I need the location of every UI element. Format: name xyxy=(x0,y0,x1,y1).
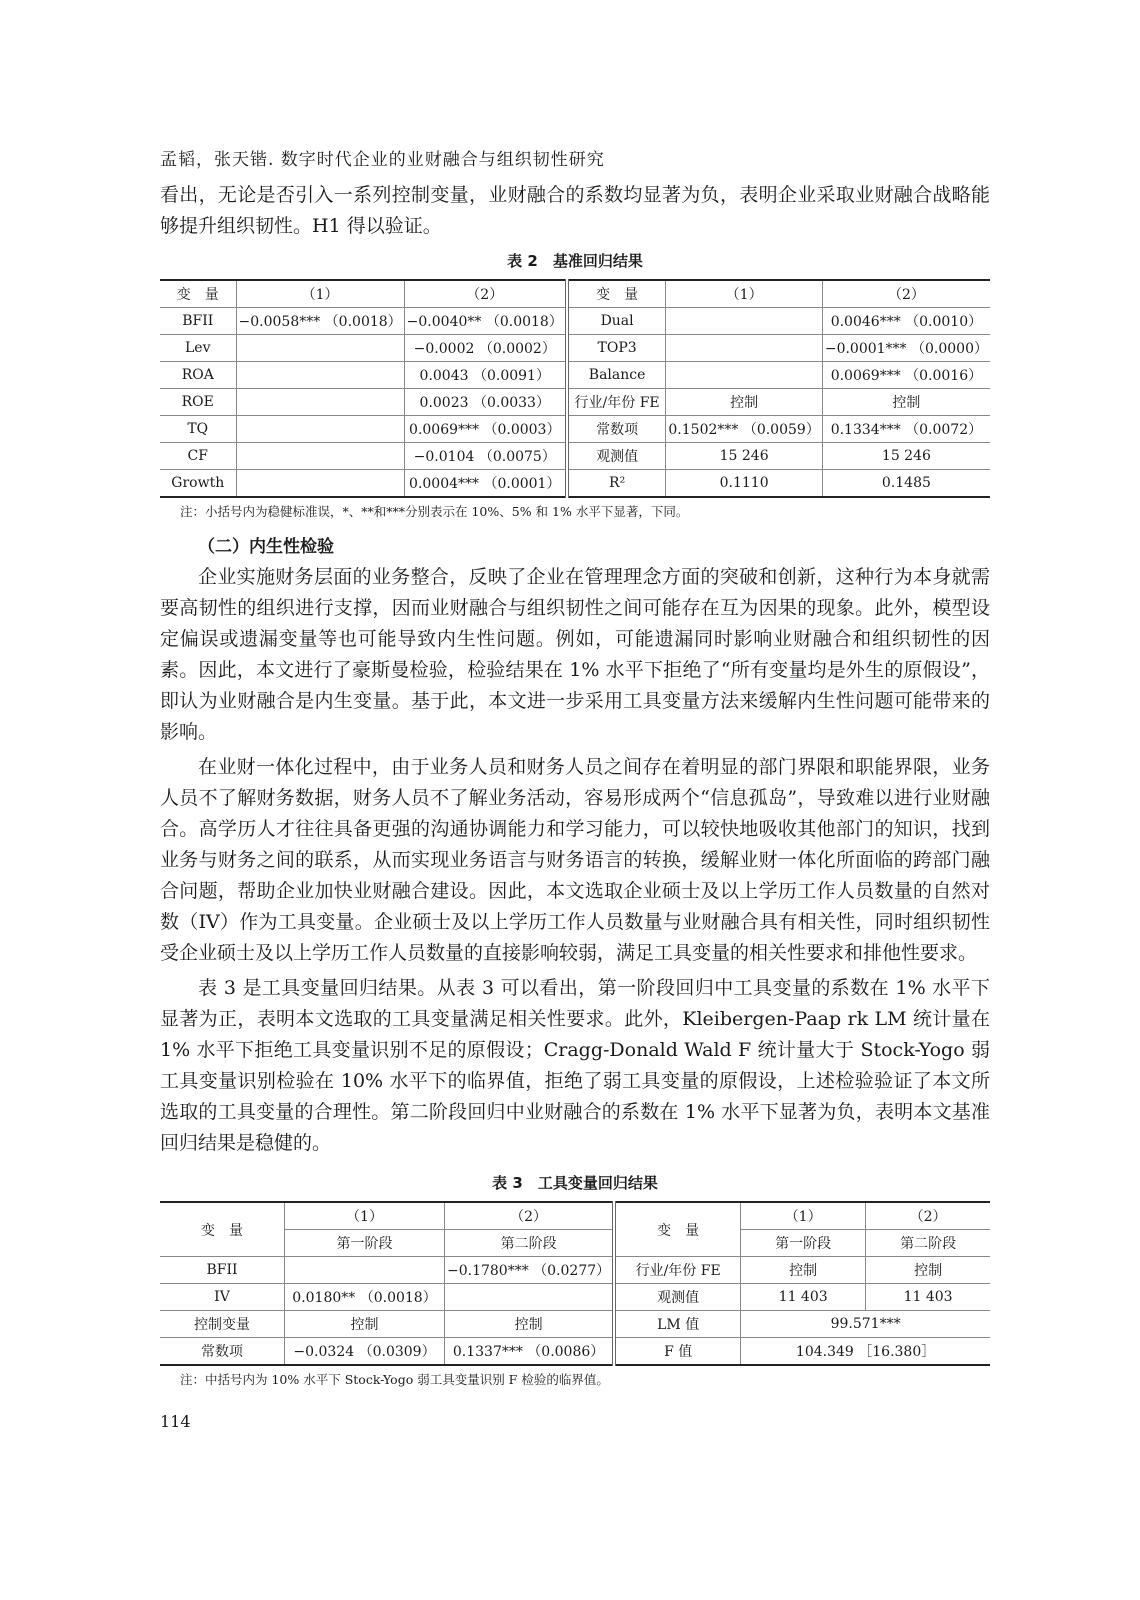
header-cell: （1） xyxy=(741,1202,866,1230)
table-cell: CF xyxy=(160,443,236,470)
header-cell: （1） xyxy=(236,280,404,308)
table-cell: 0.0023 （0.0033） xyxy=(404,389,567,416)
header-cell: 第一阶段 xyxy=(741,1230,866,1257)
table-cell xyxy=(236,362,404,389)
table-cell: −0.0104 （0.0075） xyxy=(404,443,567,470)
table-note: 注：小括号内为稳健标准误，*、**和***分别表示在 10%、5% 和 1% 水平下显著，下同。 xyxy=(180,504,689,519)
header-cell: 变 量 xyxy=(160,1202,285,1257)
header-cell: （2） xyxy=(404,280,567,308)
header-cell: 第二阶段 xyxy=(866,1230,990,1257)
table-cell xyxy=(236,470,404,498)
table-cell: 控制 xyxy=(666,389,822,416)
table-cell: LM 值 xyxy=(614,1311,741,1338)
paragraph: 企业实施财务层面的业务整合，反映了企业在管理理念方面的突破和创新，这种行为本身就需要高韧性的组织进行支撑，因而业财融合与组织韧性之间可能存在互为因果的现象。此外，模型设定偏误或遗漏变量等也可能导致内生性问题。例如，可能遗漏同时影响业财融合和组织韧性的因素。因此，本文进行了豪斯曼检验，检验结果在 1% 水平下拒绝了“所有变量均是外生的原假设”，即认为业财融合是内生变量。基于此，本文进一步采用工具变量方法来缓解内生性问题可能带来的影响。 xyxy=(160,566,990,743)
table-cell xyxy=(236,335,404,362)
table-cell: Balance xyxy=(567,362,666,389)
table-note: 注：中括号内为 10% 水平下 Stock-Yogo 弱工具变量识别 F 检验的临界值。 xyxy=(180,1372,609,1387)
table-cell: 0.0004*** （0.0001） xyxy=(404,470,567,498)
table-row xyxy=(160,470,990,498)
table-cell: 11 403 xyxy=(866,1284,990,1311)
table-cell: 15 246 xyxy=(666,443,822,470)
table-cell xyxy=(445,1284,615,1311)
header-cell: （2） xyxy=(822,280,990,308)
table-cell: 0.1337*** （0.0086） xyxy=(445,1338,615,1366)
table-row xyxy=(160,1338,990,1366)
header-cell: （2） xyxy=(445,1202,615,1230)
header-cell: （2） xyxy=(866,1202,990,1230)
section-heading: （二）内生性检验 xyxy=(198,537,334,557)
table-cell: Growth xyxy=(160,470,236,498)
table-cell: 观测值 xyxy=(614,1284,741,1311)
table-cell: TOP3 xyxy=(567,335,666,362)
table-cell: 0.0043 （0.0091） xyxy=(404,362,567,389)
table-cell: ROA xyxy=(160,362,236,389)
regression-table xyxy=(160,279,990,498)
table-cell xyxy=(236,389,404,416)
header-cell: 变 量 xyxy=(567,280,666,308)
table-cell: 控制 xyxy=(866,1257,990,1284)
table-cell: 观测值 xyxy=(567,443,666,470)
page-number: 114 xyxy=(160,1412,191,1431)
table-cell: −0.0040** （0.0018） xyxy=(404,308,567,335)
table-row xyxy=(160,1257,990,1284)
table-row xyxy=(160,416,990,443)
table-row xyxy=(160,1311,990,1338)
table-row xyxy=(160,389,990,416)
table-cell: 0.0046*** （0.0010） xyxy=(822,308,990,335)
header-cell: 第一阶段 xyxy=(285,1230,445,1257)
table-row xyxy=(160,362,990,389)
table-2 xyxy=(160,250,990,520)
table-cell: 99.571*** xyxy=(741,1311,990,1338)
table-cell: 0.0069*** （0.0016） xyxy=(822,362,990,389)
table-cell: 0.1485 xyxy=(822,470,990,498)
table-cell: 0.1502*** （0.0059） xyxy=(666,416,822,443)
table-cell: 0.1110 xyxy=(666,470,822,498)
table-cell: TQ xyxy=(160,416,236,443)
table-cell xyxy=(236,443,404,470)
table-cell xyxy=(285,1257,445,1284)
table-3 xyxy=(160,1172,990,1388)
table-cell: 常数项 xyxy=(160,1338,285,1366)
table-cell: 控制 xyxy=(445,1311,615,1338)
table-cell: Lev xyxy=(160,335,236,362)
table-header-row xyxy=(160,1202,990,1230)
table-cell: 控制变量 xyxy=(160,1311,285,1338)
header-cell: （1） xyxy=(666,280,822,308)
table-cell xyxy=(666,362,822,389)
table-cell: BFII xyxy=(160,1257,285,1284)
table-cell: IV xyxy=(160,1284,285,1311)
table-header-row xyxy=(160,1230,990,1257)
table-cell: 行业/年份 FE xyxy=(567,389,666,416)
header-cell: 变 量 xyxy=(614,1202,741,1257)
table-cell xyxy=(666,308,822,335)
header-cell: 第二阶段 xyxy=(445,1230,615,1257)
header-cell: 变 量 xyxy=(160,280,236,308)
iv-regression-table xyxy=(160,1201,990,1366)
table-cell: −0.0058*** （0.0018） xyxy=(236,308,404,335)
table-cell: R² xyxy=(567,470,666,498)
running-header: 孟韬，张天锴. 数字时代企业的业财融合与组织韧性研究 xyxy=(160,150,605,170)
header-cell: （1） xyxy=(285,1202,445,1230)
table-cell: 行业/年份 FE xyxy=(614,1257,741,1284)
table-cell: F 值 xyxy=(614,1338,741,1366)
table-cell: 104.349 ［16.380］ xyxy=(741,1338,990,1366)
table-cell xyxy=(666,335,822,362)
paragraph: 看出，无论是否引入一系列控制变量，业财融合的系数均显著为负，表明企业采取业财融合战略能够提升组织韧性。H1 得以验证。 xyxy=(160,184,990,237)
table-title: 表 3 工具变量回归结果 xyxy=(492,1174,658,1192)
table-cell: 11 403 xyxy=(741,1284,866,1311)
table-cell: 控制 xyxy=(285,1311,445,1338)
table-cell: 0.0180** （0.0018） xyxy=(285,1284,445,1311)
table-cell: ROE xyxy=(160,389,236,416)
table-cell: −0.0002 （0.0002） xyxy=(404,335,567,362)
table-cell: 15 246 xyxy=(822,443,990,470)
table-cell xyxy=(236,416,404,443)
table-cell: 控制 xyxy=(822,389,990,416)
table-row xyxy=(160,1284,990,1311)
table-cell: Dual xyxy=(567,308,666,335)
table-cell: 0.0069*** （0.0003） xyxy=(404,416,567,443)
table-cell: −0.0324 （0.0309） xyxy=(285,1338,445,1366)
table-cell: −0.1780*** （0.0277） xyxy=(445,1257,615,1284)
paragraph: 表 3 是工具变量回归结果。从表 3 可以看出，第一阶段回归中工具变量的系数在 1% 水平下显著为正，表明本文选取的工具变量满足相关性要求。此外，Kleibergen-Paap rk LM 统计量在 1% 水平下拒绝工具变量识别不足的原假设；Cragg-Donald Wald F 统计量大于 Stock-Yogo 弱工具变量识别检验在 10% 水平下的临界值，拒绝了弱工具变量的原假设，上述检验验证了本文所选取的工具变量的合理性。第二阶段回归中业财融合的系数在 1% 水平下显著为负，表明本文基准回归结果是稳健的。 xyxy=(160,977,990,1154)
paragraph: 在业财一体化过程中，由于业务人员和财务人员之间存在着明显的部门界限和职能界限，业务人员不了解财务数据，财务人员不了解业务活动，容易形成两个“信息孤岛”，导致难以进行业财融合。高学历人才往往具备更强的沟通协调能力和学习能力，可以较快地吸收其他部门的知识，找到业务与财务之间的联系，从而实现业务语言与财务语言的转换，缓解业财一体化所面临的跨部门融合问题，帮助企业加快业财融合建设。因此，本文选取企业硕士及以上学历工作人员数量的自然对数（IV）作为工具变量。企业硕士及以上学历工作人员数量与业财融合具有相关性，同时组织韧性受企业硕士及以上学历工作人员数量的直接影响较弱，满足工具变量的相关性要求和排他性要求。 xyxy=(160,756,990,964)
table-row xyxy=(160,443,990,470)
table-cell: 常数项 xyxy=(567,416,666,443)
table-cell: 控制 xyxy=(741,1257,866,1284)
table-row xyxy=(160,308,990,335)
table-cell: −0.0001*** （0.0000） xyxy=(822,335,990,362)
table-title: 表 2 基准回归结果 xyxy=(507,252,643,270)
table-row xyxy=(160,335,990,362)
table-header-row xyxy=(160,280,990,308)
table-cell: BFII xyxy=(160,308,236,335)
table-cell: 0.1334*** （0.0072） xyxy=(822,416,990,443)
